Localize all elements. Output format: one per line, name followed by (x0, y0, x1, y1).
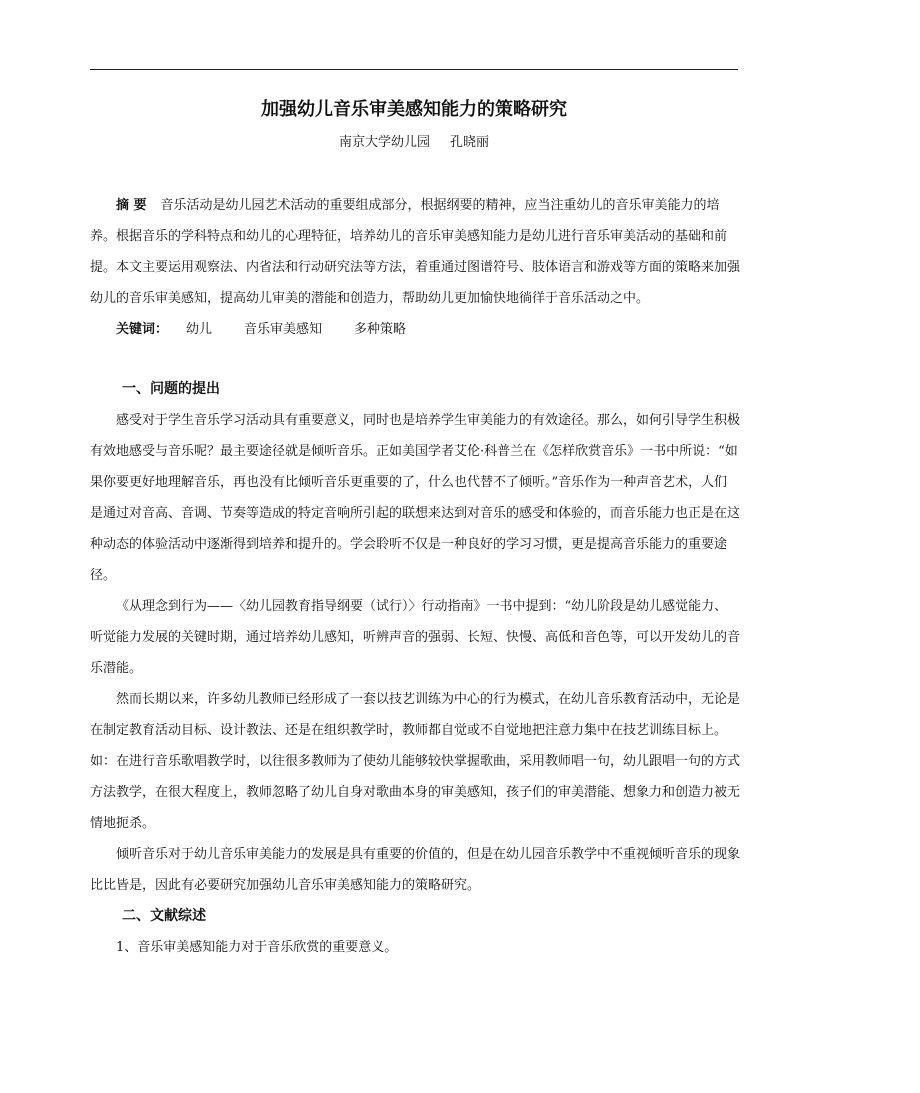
section-heading: 二、文献综述 (122, 908, 206, 924)
paragraph: 然而长期以来，许多幼儿教师已经形成了一套以技艺训练为中心的行为模式，在幼儿音乐教育活动中，无论是在制定教育活动目标、设计教法、还是在组织教学时，教师都自觉或不自觉地把注意力集中在技艺训练目标上。如：在进行音乐歌唱教学时，以往很多教师为了使幼儿能够较快掌握歌曲，采用教师唱一句，幼儿跟唱一句的方式方法教学，在很大程度上，教师忽略了幼儿自身对歌曲本身的审美感知，孩子们的审美潜能、想象力和创造力被无情地扼杀。 (90, 692, 741, 831)
paragraph: 《从理念到行为——〈幼儿园教育指导纲要（试行）〉行动指南》一书中提到：“幼儿阶段是幼儿感觉能力、听觉能力发展的关键时期，通过培养幼儿感知，听辨声音的强弱、长短、快慢、高低和音色等，可以开发幼儿的音乐潜能。 (90, 599, 741, 676)
header-rule (90, 69, 738, 70)
keyword: 幼儿 (186, 322, 213, 337)
keyword: 音乐审美感知 (244, 322, 323, 337)
paragraph: 1、音乐审美感知能力对于音乐欣赏的重要意义。 (116, 940, 398, 955)
paragraph: 感受对于学生音乐学习活动具有重要意义，同时也是培养学生审美能力的有效途径。那么，如何引导学生积极有效地感受与音乐呢？最主要途径就是倾听音乐。正如美国学者艾伦·科普兰在《怎样欣赏音乐》一书中所说：“如果你要更好地理解音乐，再也没有比倾听音乐更重要的了，什么也代替不了倾听。”音乐作为一种声音艺术，人们是通过对音高、音调、节奏等造成的特定音响所引起的联想来达到对音乐的感受和体验的，而音乐能力也正是在这种动态的体验活动中逐渐得到培养和提升的。学会聆听不仅是一种良好的学习习惯，更是提高音乐能力的重要途径。 (90, 413, 741, 583)
abstract-label: 摘 要 (116, 198, 147, 213)
paragraph: 倾听音乐对于幼儿音乐审美能力的发展是具有重要的价值的，但是在幼儿园音乐教学中不重视倾听音乐的现象比比皆是，因此有必要研究加强幼儿音乐审美感知能力的策略研究。 (90, 847, 741, 893)
keywords-line (90, 314, 740, 345)
keywords-label: 关键词： (116, 322, 169, 337)
keyword: 多种策略 (354, 322, 407, 337)
abstract-text: 音乐活动是幼儿园艺术活动的重要组成部分，根据纲要的精神，应当注重幼儿的音乐审美能力的培养。根据音乐的学科特点和幼儿的心理特征，培养幼儿的音乐审美感知能力是幼儿进行音乐审美活动的基础和前提。本文主要运用观察法、内省法和行动研究法等方法，着重通过图谱符号、肢体语言和游戏等方面的策略来加强幼儿的音乐审美感知，提高幼儿审美的潜能和创造力，帮助幼儿更加愉快地徜徉于音乐活动之中。 (90, 198, 741, 306)
author: 孔晓丽 (450, 135, 490, 150)
abstract (90, 190, 740, 314)
document-body (90, 190, 740, 963)
section-heading: 一、问题的提出 (122, 381, 220, 397)
document-title: 加强幼儿音乐审美感知能力的策略研究 (261, 99, 567, 120)
byline (90, 133, 738, 153)
institution: 南京大学幼儿园 (338, 135, 430, 150)
